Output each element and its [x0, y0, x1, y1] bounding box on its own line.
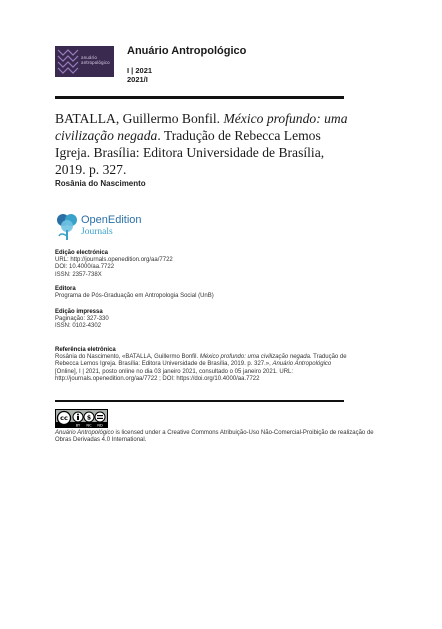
cc-badge-by-label: BY	[75, 423, 81, 427]
cc-badge-nd-label: ND	[97, 423, 103, 427]
openedition-logo[interactable]	[55, 212, 155, 242]
reference-heading: Referência eletrônica	[55, 347, 116, 353]
article-title: BATALLA, Guillermo Bonfil. México profundo: uma civilização negada. Tradução de Rebecca Lemos Igreja. Brasília: Editora Universidade de Brasília, 2019. p. 327.	[55, 111, 348, 177]
logo-text	[81, 55, 110, 65]
logo-text-line1: anuário	[81, 55, 97, 60]
article-author: Rosânia do Nascimento	[55, 179, 146, 188]
electronic-edition-url[interactable]: URL: http://journals.openedition.org/aa/7722	[55, 257, 173, 264]
electronic-edition-block	[55, 250, 375, 279]
openedition-flower-icon	[55, 212, 79, 242]
publisher-name: Programa de Pós-Graduação em Antropologia Social (UnB)	[55, 293, 214, 300]
openedition-name: OpenEdition	[81, 214, 142, 226]
print-edition-pages: Paginação: 327-330	[55, 316, 109, 323]
electronic-edition-heading: Edição electrónica	[55, 250, 109, 256]
electronic-edition-doi: DOI: 10.4000/aa.7722	[55, 264, 115, 271]
issue-info	[127, 67, 152, 84]
cc-license-icon	[56, 410, 107, 427]
print-edition-issn: ISSN: 0102-4302	[55, 323, 102, 330]
issue-number: I | 2021	[127, 66, 153, 75]
cc-badge-nc-label: NC	[86, 423, 92, 427]
journal-title: Anuário Antropológico	[127, 45, 247, 57]
publisher-heading: Editora	[55, 286, 76, 292]
top-divider	[55, 96, 344, 99]
journal-logo	[55, 46, 114, 77]
reference-text: Rosânia do Nascimento, «BATALLA, Guillermo Bonfil. México profundo: uma civilização negada. Tradução de Rebecca Lemos Igreja. Brasília: Editora Universidade de Brasília, 2019. p. 327.», Anuário Antropológico [Online], I | 2021, posto online no dia 03 janeiro 2021, consultado o 05 janeiro 2021. URL: http://journals.openedition.org/aa/7722 ; DOI: https://doi.org/10.4000/aa.7722	[55, 354, 347, 382]
openedition-sub: Journals	[81, 227, 113, 237]
svg-text:$: $	[86, 414, 92, 422]
logo-text-line2: antropológico	[81, 60, 110, 65]
cc-badge-cc-label: cc	[60, 414, 68, 422]
issue-year: 2021/I	[127, 74, 148, 84]
electronic-edition-issn: ISSN: 2357-738X	[55, 271, 102, 278]
reference-block	[55, 347, 351, 383]
cc-license-badge[interactable]	[55, 409, 108, 428]
bottom-divider	[55, 400, 344, 402]
print-edition-heading: Edição impressa	[55, 309, 103, 315]
logo-pattern-icon	[57, 48, 79, 75]
print-edition-block	[55, 309, 375, 331]
license-text: Anuário Antropológico is licensed under a Creative Commons Atribuição-Uso Não-Comercial-Proibição de realização de Obras Derivadas 4.0 International.	[55, 430, 374, 444]
publisher-block	[55, 286, 375, 300]
